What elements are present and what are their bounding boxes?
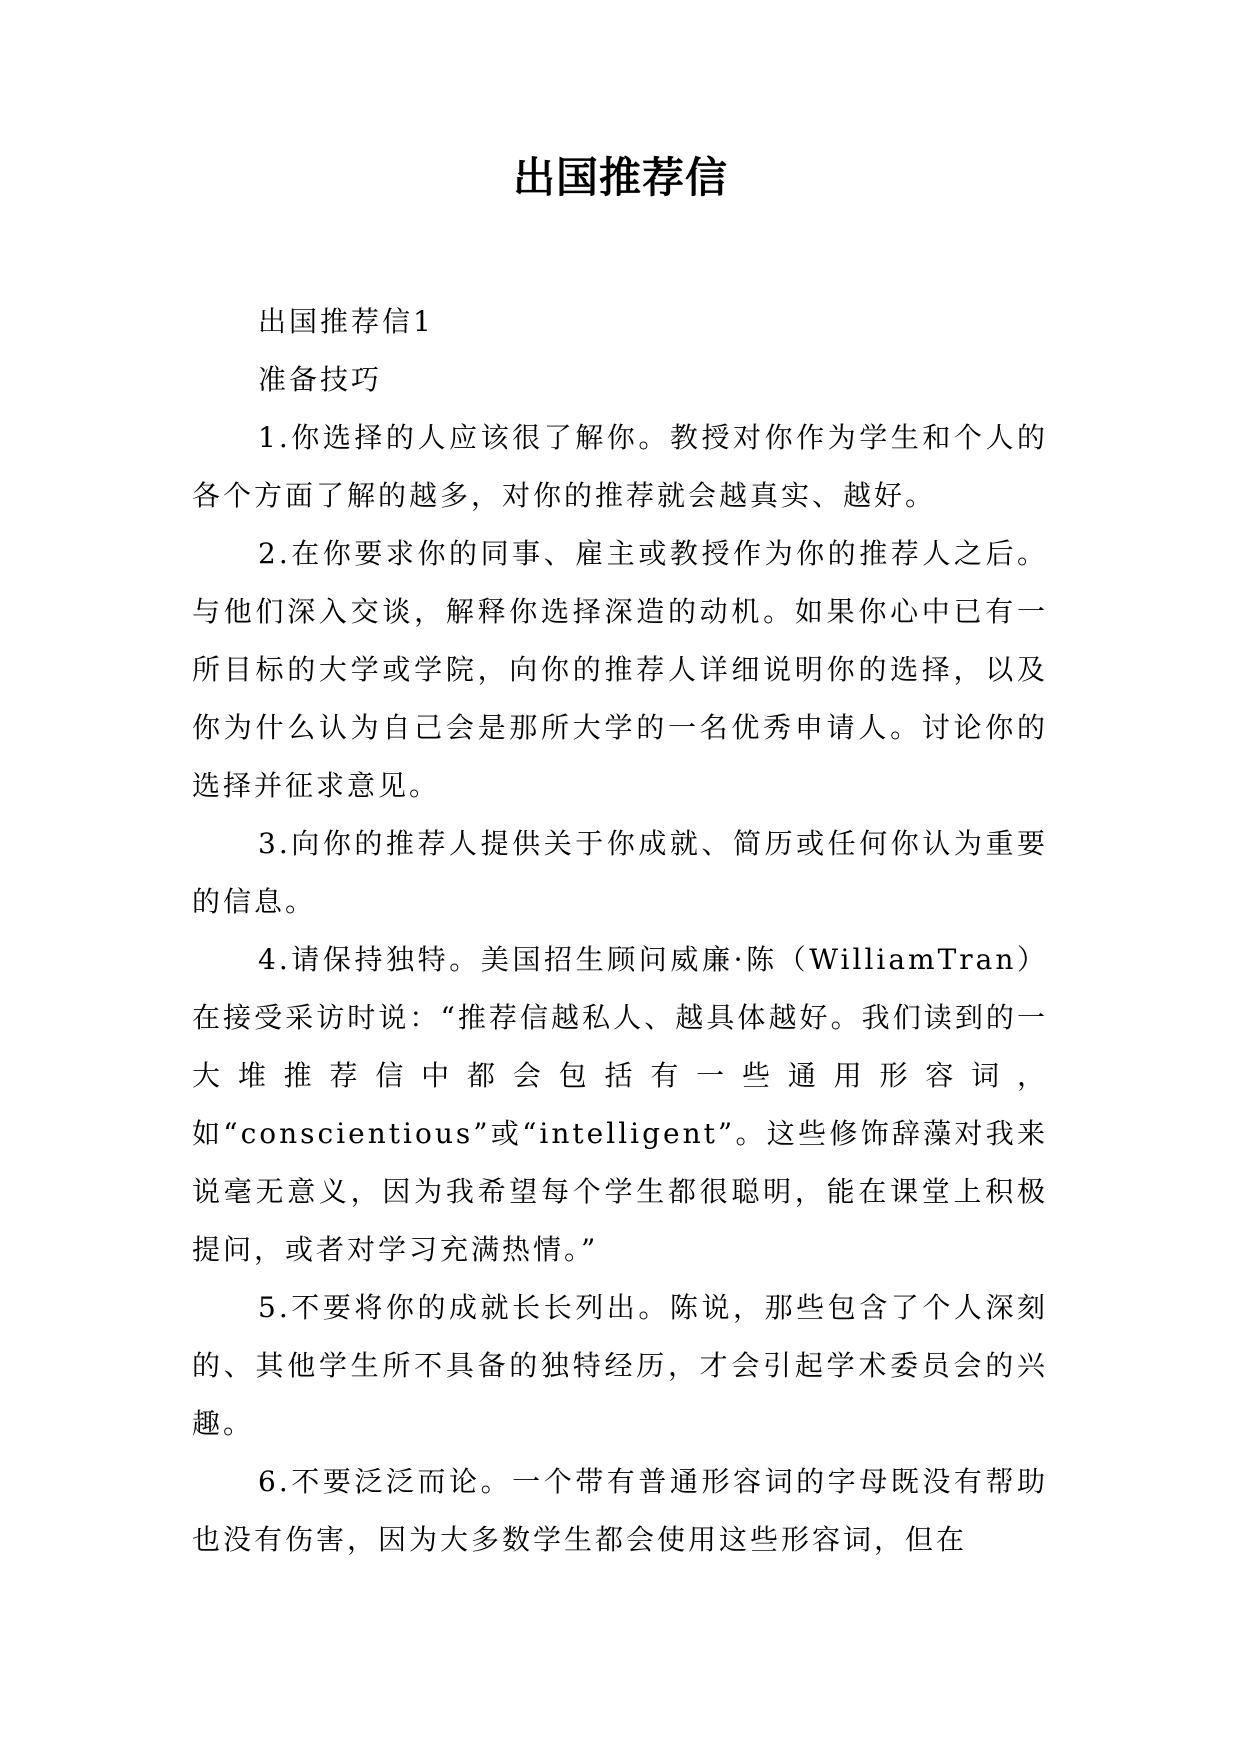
document-title: 出国推荐信 (512, 153, 728, 202)
paragraph-tip-5: 5.不要将你的成就长长列出。陈说，那些包含了个人深刻的、其他学生所不具备的独特经历，才会引起学术委员会的兴趣。 (192, 1291, 1048, 1440)
paragraph-tip-6: 6.不要泛泛而论。一个带有普通形容词的字母既没有帮助也没有伤害，因为大多数学生都会使用这些形容词，但在 (192, 1465, 1048, 1556)
paragraph-tip-4: 4.请保持独特。美国招生顾问威廉·陈（WilliamTran）在接受采访时说：“推荐信越私人、越具体越好。我们读到的一大堆推荐信中都会包括有一些通用形容词，如“conscientious”或“intelligent”。这些修饰辞藻对我来说毫无意义，因为我希望每个学生都很聪明，能在课堂上积极提问，或者对学习充满热情。” (192, 943, 1048, 1266)
document-body (192, 293, 1048, 1569)
paragraph-tip-1: 1.你选择的人应该很了解你。教授对你作为学生和个人的各个方面了解的越多，对你的推荐就会越真实、越好。 (192, 421, 1048, 512)
paragraph-heading: 出国推荐信1 (258, 305, 434, 338)
paragraph-tip-3: 3.向你的推荐人提供关于你成就、简历或任何你认为重要的信息。 (192, 827, 1048, 918)
paragraph-tip-2: 2.在你要求你的同事、雇主或教授作为你的推荐人之后。与他们深入交谈，解释你选择深造的动机。如果你心中已有一所目标的大学或学院，向你的推荐人详细说明你的选择，以及你为什么认为自己会是那所大学的一名优秀申请人。讨论你的选择并征求意见。 (192, 537, 1048, 802)
paragraph-subheading: 准备技巧 (258, 363, 383, 396)
